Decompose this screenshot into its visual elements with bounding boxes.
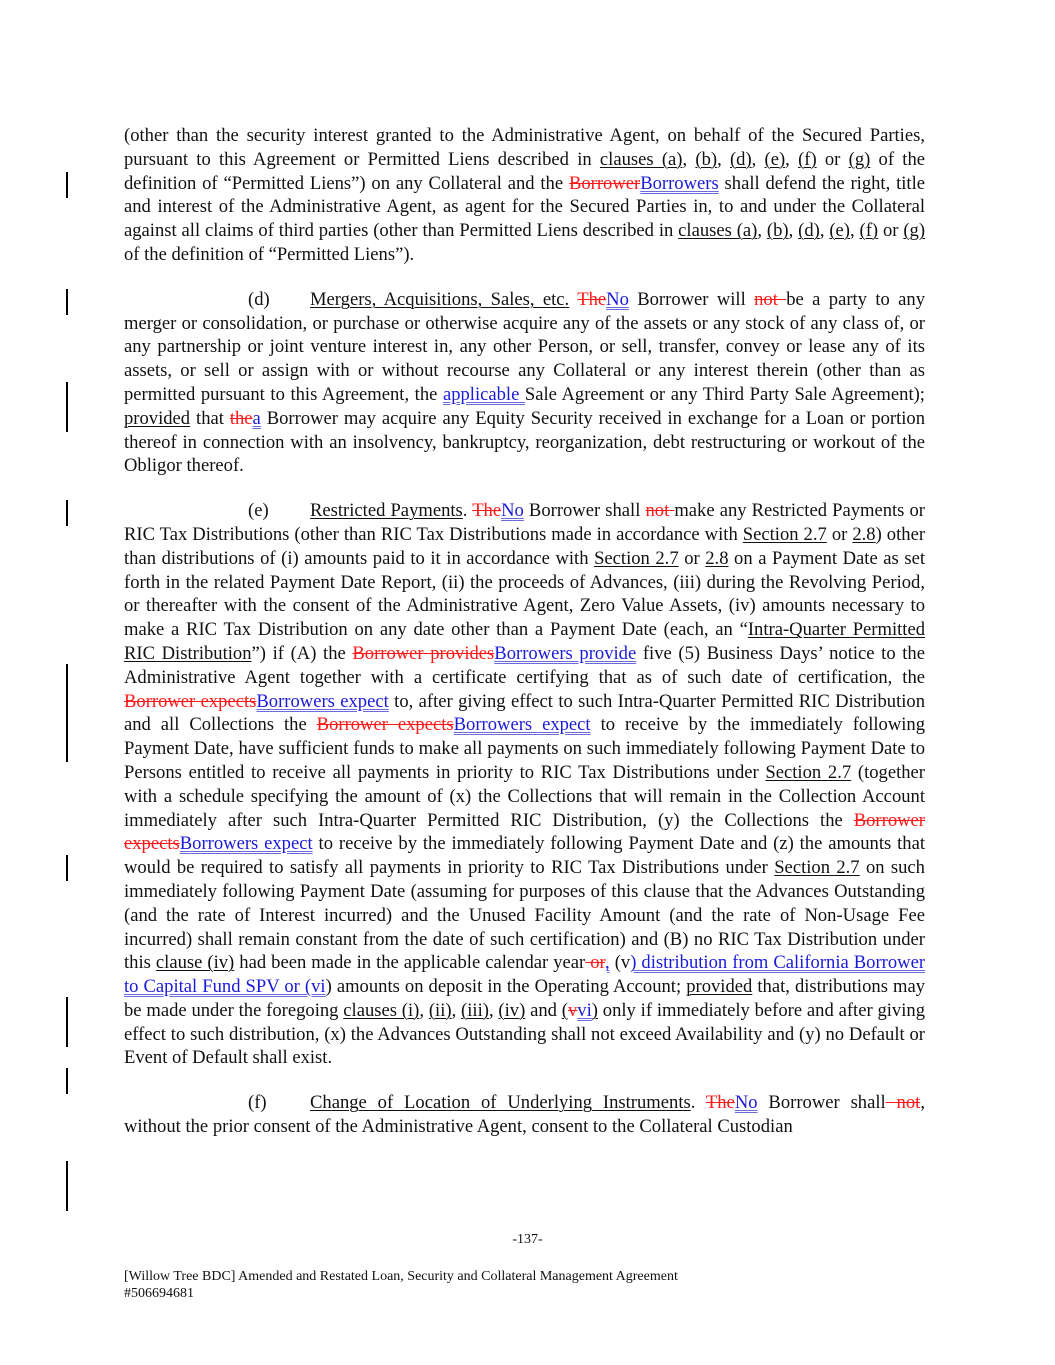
text-run: five (5) Business Days’ notice to the Administrative Agent together with a certificate certifying that as of such date of certification, the [124, 642, 925, 688]
inserted-text: applicable [442, 383, 525, 405]
section-e [124, 499, 925, 1070]
inserted-text: , [605, 952, 610, 974]
underlined-reference: Section 2.7 [774, 857, 860, 879]
underlined-reference: (g) [903, 220, 926, 242]
inserted-text: vi [577, 999, 592, 1021]
text-run: . [462, 500, 473, 522]
section-label: (d) [248, 288, 270, 310]
section-d [124, 288, 925, 478]
underlined-reference: clauses (a) [599, 148, 683, 170]
underlined-reference: clauses (i) [343, 999, 420, 1021]
change-bar [66, 289, 68, 315]
text-run: , [819, 220, 830, 242]
deleted-text: not [754, 288, 787, 310]
inserted-text: Borrowers expect [453, 714, 591, 736]
underlined-reference: (b) [695, 148, 718, 170]
underlined-reference: Intra-Quarter Permitted RIC Distribution [124, 619, 925, 664]
underlined-reference: provided [124, 407, 191, 429]
underlined-reference: Section 2.7 [765, 761, 852, 783]
deleted-text: not [885, 1092, 921, 1114]
section-label: (f) [248, 1092, 267, 1114]
underlined-reference: ( [561, 999, 568, 1021]
inserted-text: Borrowers provide [494, 642, 637, 664]
intro-paragraph [124, 124, 925, 267]
underlined-reference: Section 2.7 [742, 523, 827, 545]
section-heading: Mergers, Acquisitions, Sales, etc. [310, 288, 570, 310]
deleted-text: The [705, 1092, 735, 1114]
text-run: ) amounts on deposit in the Operating Account; [325, 976, 687, 998]
underlined-reference: Section 2.7 [594, 547, 679, 569]
underlined-reference: provided [686, 976, 753, 998]
deleted-text: Borrower [568, 172, 641, 194]
text-run: Borrower shall [757, 1092, 886, 1114]
underlined-reference: (f) [798, 148, 817, 170]
text-run: , [682, 148, 696, 170]
deleted-text: Borrower provides [352, 642, 495, 664]
deleted-text: The [472, 500, 502, 522]
text-run: to receive by the immediately following Payment Date, have sufficient funds to make all payments on such immediately following Payment Date to Persons entitled to receive all payments in priority to RIC Tax Distributions under [124, 714, 926, 783]
underlined-reference: (b) [766, 220, 789, 242]
text-run: on a Payment Date as set forth in the related Payment Date Report, (ii) the proceeds of Advances, (iii) during the Revolving Period, or thereafter with the consent of the Administrative Agent, Zero Value Assets, (iv) amounts necessary to make a RIC Tax Distribution on any date other than a Payment Date (each, an “ [124, 547, 925, 641]
document-page [124, 124, 925, 1139]
inserted-text: Borrowers [640, 172, 719, 194]
page-number: -137- [512, 1232, 543, 1247]
underlined-reference: ) [591, 999, 598, 1021]
change-bar [66, 382, 68, 432]
text-run: , [850, 220, 860, 242]
deleted-text: Borrower expects [316, 714, 454, 736]
text-run: and [525, 999, 562, 1021]
underlined-reference: (f) [859, 220, 879, 242]
change-bar [66, 172, 68, 198]
text-run: that [190, 407, 230, 429]
text-run: of the definition of “Permitted Liens”) on any Collateral and the [124, 148, 925, 194]
text-run: only if immediately before and after giving effect to such distribution, (x) the Advances Outstanding shall not exceed Availability and (y) no Default or Event of Default shall exist. [124, 999, 925, 1069]
text-run: of the definition of “Permitted Liens”). [124, 243, 415, 265]
text-run: (v [609, 952, 631, 974]
underlined-reference: (ii) [428, 999, 452, 1021]
text-run: Borrower shall [523, 500, 646, 522]
deleted-text: The [577, 288, 607, 310]
text-run: shall defend the right, title and interest of the Administrative Agent, as agent for the Secured Parties in, to and under the Collateral against all claims of third parties (other than Permitted Liens described in [124, 172, 925, 242]
text-run: , [717, 148, 730, 170]
underlined-reference: 2.8 [705, 547, 729, 569]
text-run: that, distributions may be made under the foregoing [124, 976, 925, 1021]
inserted-text: Borrowers expect [179, 833, 313, 855]
text-run: make any Restricted Payments or RIC Tax Distributions (other than RIC Tax Distributions made in accordance with [124, 500, 925, 545]
section-f [124, 1091, 925, 1139]
text-run: , [451, 999, 462, 1021]
text-run: Borrower may acquire any Equity Security received in exchange for a Loan or portion thereof in connection with an insolvency, bankruptcy, reorganization, debt restructuring or workout of the Obligor thereof. [124, 407, 925, 477]
text-run: , [419, 999, 429, 1021]
change-bar [66, 855, 68, 881]
deleted-text: v [567, 999, 578, 1021]
text-run: (other than the security interest granted to the Administrative Agent, on behalf of the Secured Parties, pursuant to this Agreement or Permitted Liens described in [124, 125, 925, 170]
text-run: ) other than distributions of (i) amounts paid to it in accordance with [124, 523, 926, 569]
inserted-text: No [501, 500, 524, 522]
deleted-text: not [645, 500, 675, 522]
underlined-reference: (d) [798, 220, 820, 242]
text-run: to receive by the immediately following Payment Date and (z) the amounts that would be required to satisfy all payments in priority to RIC Tax Distributions under [124, 833, 926, 879]
underlined-reference: (iii) [461, 999, 489, 1021]
text-run: or [826, 523, 853, 545]
deleted-text: Borrower expects [124, 690, 257, 712]
footer-doc-id: #506694681 [124, 1286, 194, 1301]
underlined-reference: (iv) [498, 999, 526, 1021]
text-run: , [757, 220, 767, 242]
text-run: to, after giving effect to such Intra-Quarter Permitted RIC Distribution and all Collections the [124, 690, 925, 736]
underlined-reference: clause (iv) [155, 952, 235, 974]
section-body [124, 289, 925, 477]
change-bar [66, 1161, 68, 1211]
inserted-text: ) distribution from California Borrower to Capital Fund SPV or (vi [124, 952, 926, 998]
change-bar [66, 1068, 68, 1094]
text-run: (together with a schedule specifying the amount of (x) the Collections that will remain in the Collection Account immediately after such Intra-Quarter Permitted RIC Distribution, (y) the Collections the [124, 761, 925, 831]
text-run: . [690, 1092, 706, 1114]
inserted-text: No [734, 1092, 758, 1114]
underlined-reference: (e) [829, 220, 850, 242]
text-run [569, 289, 577, 310]
change-bar [66, 997, 68, 1047]
underlined-reference: (e) [764, 148, 786, 170]
text-run: Sale Agreement or any Third Party Sale Agreement); [524, 383, 925, 405]
underlined-reference: clauses (a) [678, 220, 758, 242]
footer-title: [Willow Tree BDC] Amended and Restated Loan, Security and Collateral Management Agreement [124, 1269, 678, 1284]
text-run: , without the prior consent of the Administrative Agent, consent to the Collateral Custodian [124, 1092, 925, 1138]
inserted-text: No [606, 288, 629, 310]
text-run: , [788, 220, 799, 242]
text-run: , [488, 999, 499, 1021]
text-run: , [751, 148, 765, 170]
text-run: , [785, 148, 799, 170]
section-heading: Restricted Payments [310, 500, 463, 522]
underlined-reference: (g) [848, 148, 871, 170]
deleted-text: or [585, 952, 606, 974]
section-body [124, 500, 925, 1068]
underlined-reference: 2.8 [852, 523, 876, 545]
inserted-text: a [252, 407, 261, 429]
text-run: ”) if (A) the [251, 642, 353, 664]
change-bar [66, 664, 68, 762]
deleted-text: the [229, 407, 253, 429]
text-run: Borrower will [628, 288, 755, 310]
text-run: or [678, 547, 706, 569]
footer [124, 1268, 678, 1302]
text-run: on such immediately following Payment Date (assuming for purposes of this clause that the Advances Outstanding (and the rate of Interest incurred) and the Unused Facility Amount (and the rate of Non-Usage Fee incurred) shall remain constant from the date of such certification) and (B) no RIC Tax Distribution under this [124, 857, 925, 974]
text-run: or [816, 148, 849, 170]
section-label: (e) [248, 500, 269, 522]
section-heading: Change of Location of Underlying Instruments [310, 1092, 691, 1114]
change-bar [66, 500, 68, 526]
inserted-text: Borrowers expect [256, 690, 389, 712]
text-run: be a party to any merger or consolidation, or purchase or otherwise acquire any of the assets or any stock of any class of, or any partnership or joint venture interest in, any other Person, or sell, transfer, convey or lease any of its assets, or sell or assign with or without recourse any Collateral or any interest therein (other than as permitted pursuant to this Agreement, the [124, 288, 925, 405]
text-run: or [878, 220, 904, 242]
deleted-text: Borrower expects [124, 809, 925, 855]
text-run: had been made in the applicable calendar year [234, 952, 586, 974]
underlined-reference: (d) [729, 148, 752, 170]
